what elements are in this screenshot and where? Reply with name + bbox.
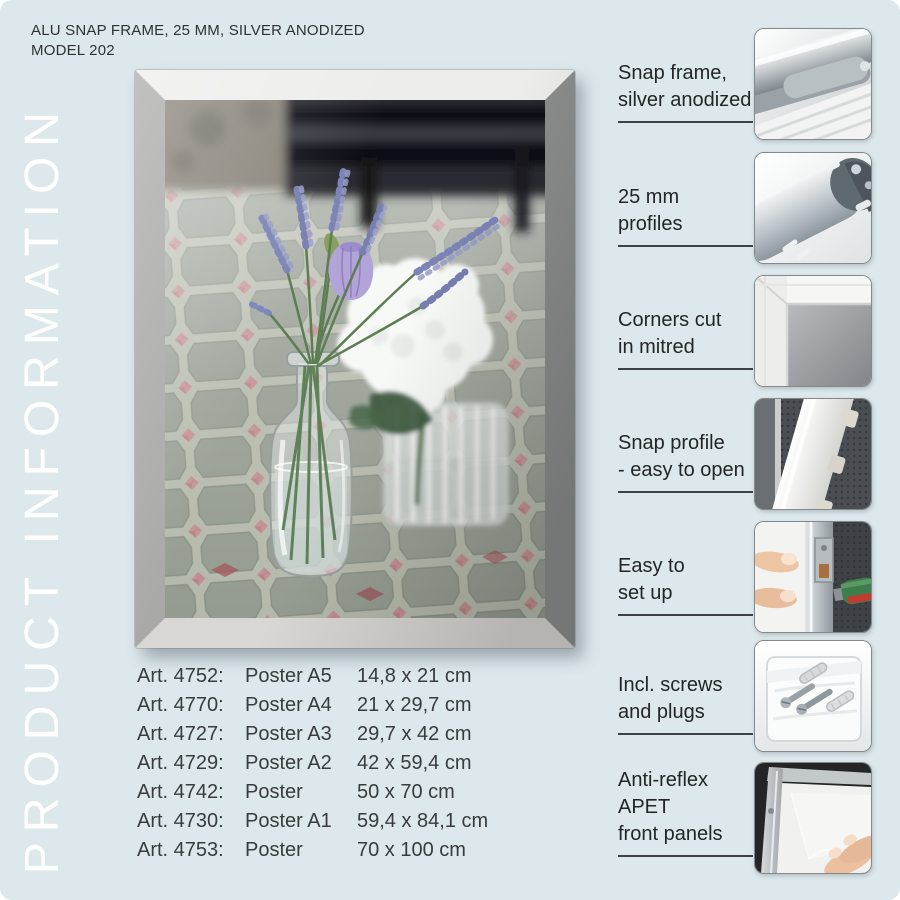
article-dimensions: 42 x 59,4 cm	[357, 752, 472, 774]
article-number: Art. 4742:	[137, 781, 224, 803]
article-format: Poster A4	[245, 694, 332, 716]
article-number: Art. 4727:	[137, 723, 224, 745]
article-number: Art. 4730:	[137, 810, 224, 832]
articles-table	[137, 662, 488, 865]
feature-thumbnail	[754, 152, 872, 264]
feature-easy-setup	[618, 521, 872, 631]
feature-snap-frame	[618, 28, 872, 138]
feature-thumbnail	[754, 398, 872, 510]
article-number: Art. 4729:	[137, 752, 224, 774]
feature-snap-profile-open	[618, 398, 872, 508]
article-dimensions: 21 x 29,7 cm	[357, 694, 472, 716]
feature-thumbnail	[754, 275, 872, 387]
article-dimensions: 50 x 70 cm	[357, 781, 455, 803]
feature-label: 25 mm profiles	[618, 184, 753, 247]
feature-thumbnail	[754, 762, 872, 874]
article-format: Poster A2	[245, 752, 332, 774]
photo-lavender-vases-illustration	[165, 100, 545, 618]
snap-frame-main-image	[135, 70, 575, 648]
apet-front-panel-image	[755, 763, 871, 873]
article-dimensions: 70 x 100 cm	[357, 839, 466, 861]
snap-frame-corner-image	[755, 29, 871, 139]
article-dimensions: 59,4 x 84,1 cm	[357, 810, 489, 832]
feature-label: Incl. screws and plugs	[618, 672, 753, 735]
article-number: Art. 4770:	[137, 694, 224, 716]
article-dimensions: 14,8 x 21 cm	[357, 665, 472, 687]
page-header	[31, 21, 365, 60]
mitred-corner-image	[755, 276, 871, 386]
feature-screws-plugs	[618, 640, 872, 750]
article-format: Poster	[245, 781, 303, 803]
feature-apet-panels	[618, 762, 872, 872]
article-format: Poster A1	[245, 810, 332, 832]
article-format: Poster	[245, 839, 303, 861]
article-number: Art. 4753:	[137, 839, 224, 861]
table-row	[137, 778, 488, 807]
feature-label: Snap profile - easy to open	[618, 430, 753, 493]
header-title: ALU SNAP FRAME, 25 MM, SILVER ANODIZED	[31, 22, 365, 39]
feature-thumbnail	[754, 640, 872, 752]
feature-mitred-corners	[618, 275, 872, 385]
profile-cross-section-image	[755, 153, 871, 263]
open-snap-profile-image	[755, 399, 871, 509]
table-row	[137, 749, 488, 778]
feature-label: Anti-reflex APET front panels	[618, 767, 753, 857]
feature-label: Easy to set up	[618, 553, 753, 616]
table-row	[137, 691, 488, 720]
table-row	[137, 807, 488, 836]
table-row	[137, 720, 488, 749]
feature-label: Snap frame, silver anodized	[618, 60, 753, 123]
drill-mounting-image	[755, 522, 871, 632]
screws-plugs-bag-image	[755, 641, 871, 751]
article-format: Poster A5	[245, 665, 332, 687]
article-format: Poster A3	[245, 723, 332, 745]
feature-profiles	[618, 152, 872, 262]
table-row	[137, 836, 488, 865]
feature-label: Corners cut in mitred	[618, 307, 753, 370]
feature-thumbnail	[754, 28, 872, 140]
article-number: Art. 4752:	[137, 665, 224, 687]
table-row	[137, 662, 488, 691]
article-dimensions: 29,7 x 42 cm	[357, 723, 472, 745]
header-model: MODEL 202	[31, 41, 115, 59]
vertical-page-title: PRODUCT INFORMATION	[16, 101, 69, 874]
feature-thumbnail	[754, 521, 872, 633]
frame-photo	[165, 100, 545, 618]
